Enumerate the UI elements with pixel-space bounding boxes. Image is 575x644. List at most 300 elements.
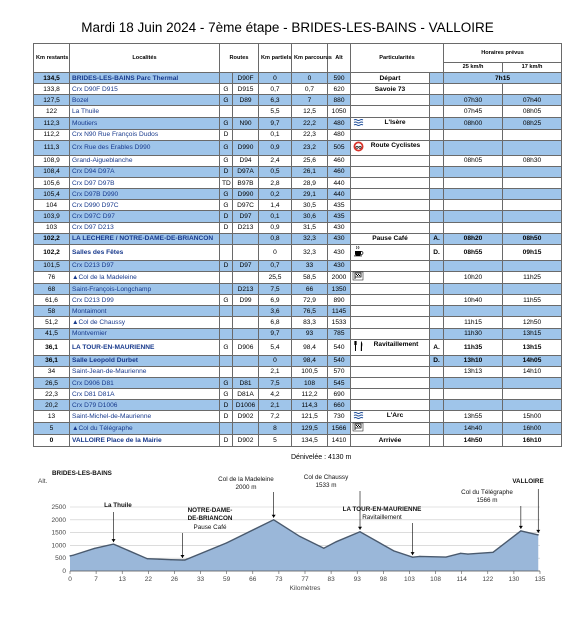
cell-km-parcourus: 12,5 [292, 106, 328, 117]
cell-km-parcourus: 32,3 [292, 233, 328, 244]
cell-localite: Crx D97C D97 [70, 211, 220, 222]
cell-direction: G [220, 189, 233, 200]
roadbook-table [33, 43, 562, 447]
cell-direction [220, 317, 233, 328]
cell-horaire-17 [503, 166, 562, 177]
cell-side [430, 200, 444, 211]
cell-horaire-17: 13h15 [503, 339, 562, 355]
cell-horaire-17 [503, 222, 562, 233]
cell-side: A. [430, 233, 444, 244]
annotation-label: DE-BRIANCON [187, 515, 233, 522]
cell-horaire-25: 14h50 [444, 435, 503, 446]
cell-alt: 505 [328, 140, 351, 155]
cell-alt: 1410 [328, 435, 351, 446]
cell-km-parcourus: 93 [292, 328, 328, 339]
x-tick-label: 108 [430, 576, 441, 583]
cell-km-restants: 68 [34, 283, 70, 294]
cell-km-restants: 133,8 [34, 84, 70, 95]
cell-localite: Crx D97 D97B [70, 177, 220, 188]
cell-km-parcourus: 0 [292, 73, 328, 84]
cell-km-restants: 36,1 [34, 355, 70, 366]
cell-km-partiels: 0 [259, 355, 292, 366]
annotation-label: Col de la Madeleine [218, 476, 274, 483]
cell-horaire-25: 08h00 [444, 117, 503, 129]
cell-horaire-25 [444, 129, 503, 140]
cell-km-restants: 34 [34, 366, 70, 377]
cell-direction: G [220, 140, 233, 155]
cell-km-parcourus: 72,9 [292, 295, 328, 306]
table-row [34, 328, 562, 339]
cell-horaire-17 [503, 177, 562, 188]
cell-particularite [351, 155, 430, 166]
denivelee-value: 4130 [327, 454, 344, 461]
cell-km-restants: 102,2 [34, 233, 70, 244]
cell-horaire-17: 08h25 [503, 117, 562, 129]
cell-side [430, 222, 444, 233]
annotation-label: Pause Café [193, 524, 227, 531]
table-row [34, 233, 562, 244]
cell-direction: D [220, 166, 233, 177]
cell-horaire-17: 11h55 [503, 295, 562, 306]
cell-route [233, 355, 259, 366]
cell-side [430, 166, 444, 177]
cell-km-parcourus: 83,3 [292, 317, 328, 328]
table-row [34, 295, 562, 306]
cell-alt: 1050 [328, 106, 351, 117]
cell-side [430, 435, 444, 446]
cell-side [430, 271, 444, 283]
cell-horaire-25 [444, 283, 503, 294]
cell-horaire-17 [503, 84, 562, 95]
cell-km-parcourus: 31,5 [292, 222, 328, 233]
cell-alt: 430 [328, 244, 351, 260]
cell-horaire-17: 16h00 [503, 423, 562, 435]
cell-km-parcourus: 30,5 [292, 200, 328, 211]
cell-localite: Bozel [70, 95, 220, 106]
annotation-label: Col de Chaussy [303, 474, 349, 481]
bike-icon [353, 141, 364, 155]
cell-horaire-17: 14h10 [503, 366, 562, 377]
cell-side: D. [430, 355, 444, 366]
cell-km-restants: 51,2 [34, 317, 70, 328]
cell-side [430, 117, 444, 129]
cell-horaire-25: 11h35 [444, 339, 503, 355]
cell-horaire-25: 7h15 [444, 73, 562, 84]
cell-side [430, 140, 444, 155]
cell-alt: 430 [328, 260, 351, 271]
cell-particularite: Arrivée [351, 435, 430, 446]
cell-km-partiels: 3,6 [259, 306, 292, 317]
arrow-head-icon [272, 515, 276, 518]
cell-side [430, 306, 444, 317]
cell-particularite [351, 222, 430, 233]
cell-direction [220, 328, 233, 339]
cell-km-partiels: 2,1 [259, 400, 292, 411]
cell-horaire-17: 16h10 [503, 435, 562, 446]
cell-side [430, 366, 444, 377]
cell-alt: 430 [328, 222, 351, 233]
cell-alt: 440 [328, 189, 351, 200]
cell-direction: D [220, 211, 233, 222]
table-row [34, 400, 562, 411]
flag-icon [353, 272, 363, 283]
cell-direction: D [220, 400, 233, 411]
x-tick-label: 7 [94, 576, 98, 583]
cell-horaire-25: 11h30 [444, 328, 503, 339]
header-horaires: Horaires prévus [444, 44, 562, 63]
cell-horaire-25 [444, 140, 503, 155]
x-axis-label: Kilomètres [289, 585, 321, 592]
annotation-label: LA TOUR-EN-MAURIENNE [342, 506, 422, 513]
annotation-label: 2000 m [235, 484, 257, 491]
cell-route: D97 [233, 211, 259, 222]
table-row [34, 366, 562, 377]
cell-km-restants: 26,5 [34, 377, 70, 388]
cell-km-parcourus: 98,4 [292, 339, 328, 355]
table-row [34, 306, 562, 317]
elevation-profile-chart [30, 467, 550, 607]
cell-horaire-25 [444, 84, 503, 95]
cell-particularite: Pause Café [351, 233, 430, 244]
cell-direction: G [220, 117, 233, 129]
x-tick-label: 83 [327, 576, 335, 583]
cell-particularite [351, 271, 430, 283]
cell-km-restants: 20,2 [34, 400, 70, 411]
cell-particularite: Route Cyclistes [351, 140, 430, 155]
elevation-point [445, 556, 446, 557]
cell-side [430, 155, 444, 166]
cell-particularite [351, 200, 430, 211]
x-tick-label: 103 [404, 576, 415, 583]
cell-side [430, 295, 444, 306]
table-row [34, 166, 562, 177]
cell-route: D990 [233, 140, 259, 155]
annotation-label: Col du Télégraphe [461, 489, 513, 496]
cell-route: D89 [233, 95, 259, 106]
cell-localite: Crx D906 D81 [70, 377, 220, 388]
elevation-point [94, 548, 95, 549]
table-row [34, 73, 562, 84]
header-speed-17: 17 km/h [503, 63, 562, 73]
cell-km-restants: 112,3 [34, 117, 70, 129]
cell-route [233, 233, 259, 244]
cell-km-parcourus: 0,7 [292, 84, 328, 95]
cell-localite: Moutiers [70, 117, 220, 129]
cell-alt: 730 [328, 411, 351, 423]
cell-particularite [351, 317, 430, 328]
cell-direction: G [220, 155, 233, 166]
cell-horaire-17 [503, 306, 562, 317]
cell-particularite [351, 295, 430, 306]
cell-particularite [351, 95, 430, 106]
cell-route: B97B [233, 177, 259, 188]
annotation-label: 1566 m [476, 497, 498, 504]
elevation-point [520, 530, 521, 531]
table-row [34, 222, 562, 233]
cell-alt: 660 [328, 400, 351, 411]
cell-alt: 1350 [328, 283, 351, 294]
cell-alt: 435 [328, 200, 351, 211]
table-row [34, 140, 562, 155]
cell-km-partiels: 0,9 [259, 222, 292, 233]
cell-horaire-25 [444, 177, 503, 188]
cell-localite: Crx D213 D99 [70, 295, 220, 306]
cell-direction: G [220, 377, 233, 388]
table-row [34, 106, 562, 117]
x-tick-label: 135 [534, 576, 546, 583]
cell-horaire-17: 11h25 [503, 271, 562, 283]
cell-route: D90F [233, 73, 259, 84]
cell-km-parcourus: 108 [292, 377, 328, 388]
elevation-point [159, 559, 160, 560]
flag-icon [353, 423, 363, 434]
cell-km-partiels: 0,1 [259, 129, 292, 140]
cell-side [430, 328, 444, 339]
cell-km-parcourus: 100,5 [292, 366, 328, 377]
y-tick-label: 0 [62, 568, 66, 575]
elevation-point [273, 519, 274, 520]
cell-route: D81 [233, 377, 259, 388]
cell-km-partiels: 0,9 [259, 140, 292, 155]
header-km-partiels: Km partiels [259, 44, 292, 73]
denivelee [291, 454, 351, 461]
arrow-head-icon [112, 539, 116, 542]
cell-particularite [351, 423, 430, 435]
cell-direction: G [220, 200, 233, 211]
cell-route: D1006 [233, 400, 259, 411]
cell-particularite [351, 106, 430, 117]
cell-km-restants: 127,5 [34, 95, 70, 106]
header-km-parcourus: Km parcourus [292, 44, 328, 73]
cell-km-parcourus: 112,2 [292, 389, 328, 400]
header-routes: Routes [220, 44, 259, 73]
cell-side [430, 317, 444, 328]
cell-horaire-25: 08h55 [444, 244, 503, 260]
x-tick-label: 77 [301, 576, 309, 583]
cell-km-parcourus: 58,5 [292, 271, 328, 283]
cell-localite: Saint-Michel-de-Maurienne [70, 411, 220, 423]
cell-direction: G [220, 389, 233, 400]
x-tick-label: 73 [275, 576, 283, 583]
cell-km-restants: 108,9 [34, 155, 70, 166]
cell-route: D81A [233, 389, 259, 400]
cell-km-partiels: 9,7 [259, 328, 292, 339]
cell-km-partiels: 0,7 [259, 84, 292, 95]
denivelee-label: Dénivelée : [291, 454, 327, 461]
cell-km-partiels: 0,7 [259, 260, 292, 271]
table-row [34, 200, 562, 211]
x-tick-label: 22 [144, 576, 152, 583]
annotation-label: 1533 m [315, 482, 337, 489]
cell-km-partiels: 0,2 [259, 189, 292, 200]
water-icon [353, 411, 363, 422]
cell-alt: 480 [328, 129, 351, 140]
cell-horaire-25: 14h40 [444, 423, 503, 435]
cell-particularite [351, 283, 430, 294]
cell-particularite [351, 377, 430, 388]
table-row [34, 155, 562, 166]
cell-km-partiels: 5,5 [259, 106, 292, 117]
cell-route [233, 317, 259, 328]
cell-side [430, 84, 444, 95]
cell-localite: LA TOUR-EN-MAURIENNE [70, 339, 220, 355]
elevation-point [460, 553, 461, 554]
cell-horaire-17: 08h50 [503, 233, 562, 244]
cell-horaire-25 [444, 389, 503, 400]
cell-horaire-17 [503, 189, 562, 200]
x-tick-label: 33 [196, 576, 205, 583]
header-localites: Localités [70, 44, 220, 73]
cell-km-partiels: 7,5 [259, 377, 292, 388]
elevation-point [147, 558, 148, 559]
cell-km-parcourus: 23,2 [292, 140, 328, 155]
cell-direction: D [220, 129, 233, 140]
cell-horaire-25 [444, 189, 503, 200]
cell-alt: 1533 [328, 317, 351, 328]
table-row [34, 244, 562, 260]
cell-direction [220, 355, 233, 366]
cell-horaire-25: 10h40 [444, 295, 503, 306]
denivelee-unit: m [345, 454, 352, 461]
cell-particularite: Départ [351, 73, 430, 84]
cell-horaire-25: 08h05 [444, 155, 503, 166]
cell-particularite: Ravitaillement [351, 339, 430, 355]
cell-km-parcourus: 22,3 [292, 129, 328, 140]
cell-alt: 540 [328, 339, 351, 355]
cell-direction: TD [220, 177, 233, 188]
cell-route: D213 [233, 283, 259, 294]
cell-km-restants: 13 [34, 411, 70, 423]
elevation-point [467, 554, 468, 555]
cell-km-restants: 103 [34, 222, 70, 233]
cell-direction: G [220, 339, 233, 355]
table-row [34, 355, 562, 366]
cell-localite: Salles des Fêtes [70, 244, 220, 260]
cell-km-parcourus: 26,1 [292, 166, 328, 177]
cell-particularite [351, 129, 430, 140]
x-tick-label: 13 [118, 576, 126, 583]
cell-horaire-25: 13h10 [444, 355, 503, 366]
table-row [34, 260, 562, 271]
cell-km-partiels: 8 [259, 423, 292, 435]
cell-km-partiels: 7,5 [259, 283, 292, 294]
elevation-point [170, 559, 171, 560]
x-tick-label: 114 [456, 576, 467, 583]
table-row [34, 211, 562, 222]
cell-km-parcourus: 32,3 [292, 244, 328, 260]
cell-particularite [351, 211, 430, 222]
cell-localite: Montaimont [70, 306, 220, 317]
cell-alt: 620 [328, 84, 351, 95]
arrow-head-icon [358, 527, 362, 530]
cell-localite: Crx D97 D213 [70, 222, 220, 233]
cell-km-parcourus: 129,5 [292, 423, 328, 435]
elevation-point [113, 544, 114, 545]
cell-localite: Crx D81 D81A [70, 389, 220, 400]
cell-km-parcourus: 25,6 [292, 155, 328, 166]
y-tick-label: 2000 [51, 516, 66, 524]
cell-route: D99 [233, 295, 259, 306]
cell-localite: ▲Col de Chaussy [70, 317, 220, 328]
cell-route: D97A [233, 166, 259, 177]
cell-side [430, 283, 444, 294]
elevation-point [73, 555, 74, 556]
cell-side [430, 400, 444, 411]
cell-particularite [351, 366, 430, 377]
table-row [34, 435, 562, 446]
cell-km-restants: 105,4 [34, 189, 70, 200]
cell-direction [220, 366, 233, 377]
cell-localite: Crx D94 D97A [70, 166, 220, 177]
cell-horaire-25: 10h20 [444, 271, 503, 283]
cell-localite: ▲Col de la Madeleine [70, 271, 220, 283]
cell-direction [220, 283, 233, 294]
cell-km-restants: 36,1 [34, 339, 70, 355]
annotation-label: NOTRE-DAME- [187, 507, 233, 514]
cell-horaire-17 [503, 389, 562, 400]
coffee-icon [353, 245, 364, 260]
cell-horaire-25: 07h30 [444, 95, 503, 106]
cell-km-partiels: 2,8 [259, 177, 292, 188]
cell-km-restants: 101,5 [34, 260, 70, 271]
cell-particularite [351, 260, 430, 271]
cell-alt: 1566 [328, 423, 351, 435]
arrow-head-icon [180, 555, 184, 558]
elevation-point [359, 531, 360, 532]
cell-horaire-25: 11h15 [444, 317, 503, 328]
cell-alt: 435 [328, 211, 351, 222]
water-icon [353, 118, 363, 129]
cell-particularite: Savoie 73 [351, 84, 430, 95]
cell-alt: 890 [328, 295, 351, 306]
cell-horaire-25 [444, 211, 503, 222]
cell-horaire-17: 09h15 [503, 244, 562, 260]
cell-side: D. [430, 244, 444, 260]
cell-km-restants: 58 [34, 306, 70, 317]
elevation-point [419, 556, 420, 557]
cell-km-parcourus: 121,5 [292, 411, 328, 423]
y-tick-label: 1500 [51, 529, 66, 537]
cell-km-restants: 112,2 [34, 129, 70, 140]
cell-alt: 440 [328, 177, 351, 188]
cell-side [430, 177, 444, 188]
cell-km-parcourus: 114,3 [292, 400, 328, 411]
cell-km-partiels: 25,5 [259, 271, 292, 283]
cell-alt: 2000 [328, 271, 351, 283]
cell-km-parcourus: 22,2 [292, 117, 328, 129]
cell-side [430, 129, 444, 140]
table-row [34, 339, 562, 355]
cell-km-partiels: 0,8 [259, 233, 292, 244]
cell-localite: Salle Leopold Durbet [70, 355, 220, 366]
cell-horaire-25 [444, 166, 503, 177]
cell-localite: Saint-Jean-de-Maurienne [70, 366, 220, 377]
cell-km-partiels: 9,7 [259, 117, 292, 129]
cell-route: D915 [233, 84, 259, 95]
cell-alt: 590 [328, 73, 351, 84]
cell-particularite [351, 244, 430, 260]
cell-alt: 460 [328, 155, 351, 166]
table-row [34, 189, 562, 200]
cell-km-restants: 111,3 [34, 140, 70, 155]
cell-km-parcourus: 33 [292, 260, 328, 271]
cell-particularite [351, 306, 430, 317]
cell-km-partiels: 6,8 [259, 317, 292, 328]
cell-localite: VALLOIRE Place de la Mairie [70, 435, 220, 446]
cell-localite: Grand-Aigueblanche [70, 155, 220, 166]
cell-alt: 460 [328, 166, 351, 177]
x-tick-label: 93 [353, 576, 361, 583]
